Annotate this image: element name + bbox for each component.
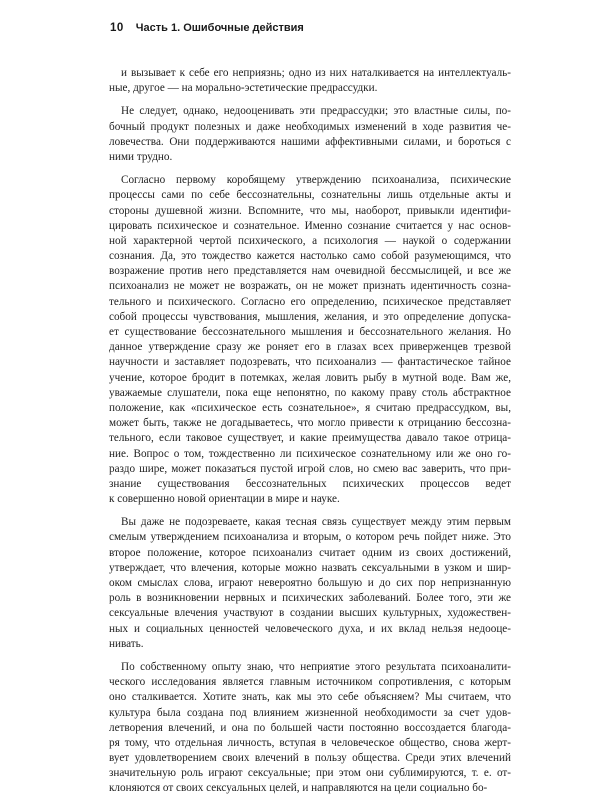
text-line: процессы сами по себе бессознательны, сознательны лишь отдельные акты и [109,189,511,202]
text-line: Не следует, однако, недооценивать эти предрассудки; это властные силы, по- [121,105,511,118]
text-line: значительную роль играют сексуальные; при этом они сублимируются, т. е. от- [109,767,511,780]
text-line: положение, как «психическое есть сознательное», я считаю предрассудком, вы, [109,401,511,414]
page-number: 10 [110,22,124,34]
text-line: возражение против него представляется нам очевидной бессмыслицей, и все же [109,265,511,278]
text-line: знание существования бессознательных психических процессов ведет [109,477,511,490]
text-line: утверждает, что влечения, которые можно назвать сексуальными в узком и шир- [109,561,511,574]
text-line: ря тому, что отдельная личность, вступая в человеческое общество, снова жерт- [109,736,511,749]
text-line: собой процессы чувствования, мышления, желания, и это определение допуска- [109,310,511,323]
text-line: сознания. Да, это тождество кажется настолько само собой разумеющимся, что [109,250,511,263]
text-line: ных и социальных ценностей человеческого духа, и их вклад нельзя недооце- [109,622,511,635]
text-line: оком смыслах слова, играют невероятно большую и до сих пор непризнанную [109,577,511,589]
paragraph [109,660,511,797]
text-line: оно сталкивается. Хотите знать, как мы это себе объясняем? Мы считаем, что [109,691,511,704]
text-line: Согласно первому коробящему утверждению психоанализа, психические [121,174,511,187]
running-header [110,22,510,40]
text-line: сексуальные влечения участвуют в создании высших культурных, художествен- [109,607,511,620]
text-line: ними трудно. [109,150,173,163]
text-line: смелым утверждением психоанализа и вторым, о котором речь пойдет ниже. Это [109,531,511,544]
paragraph [109,173,511,507]
text-line: к совершенно новой ориентации в мире и науке. [109,493,340,506]
body-text [109,66,511,797]
text-line: данное утверждение сразу же роняет его в глазах всех приверженцев трезвой [109,341,511,354]
text-line: психоанализ не может не возражать, он не может признать идентичность созна- [109,280,511,293]
text-line: культура была создана под влиянием жизненной необходимости за счет удов- [109,706,511,719]
text-line: нивать. [109,637,144,650]
text-line: клоняются от своих сексуальных целей, и направляются на цели социально бо- [109,782,488,795]
text-line: вует удовлетворением своих влечений в пользу общества. Среди этих влечений [109,752,511,765]
text-line: летворения влечений, и она по большей части постоянно воссоздается благода- [109,721,511,734]
text-line: тельного и психического. Согласно его определению, психическое представляет [109,295,511,308]
paragraph [109,104,511,165]
text-line: По собственному опыту знаю, что неприятие этого результата психоаналити- [121,660,511,673]
text-line: роль в возникновении нервных и психических заболеваний. Более того, эти же [109,592,511,605]
text-line: второе положение, которое психоанализ считает одним из своих достижений, [109,546,511,559]
text-line: цировать психическое и сознательное. Именно сознание считается у нас основ- [109,219,511,232]
text-line: ловечества. Они поддерживаются нашими аффективными силами, и бороться с [109,135,511,148]
text-line: бочный продукт полезных и даже необходимых изменений в ходе развития че- [109,120,511,133]
text-line: раздо шире, может показаться пустой игрой слов, но смею вас заверить, что при- [109,462,511,475]
paragraph [109,515,511,652]
text-line: ческого исследования является главным источником сопротивления, с которым [109,676,511,689]
text-line: уважаемые слушатели, пока еще непонятно, по какому праву столь абстрактное [109,386,511,399]
text-line: может быть, также не догадываетесь, что могло привести к отрицанию бессозна- [109,417,511,430]
text-line: ет существование бессознательного мышления и бессознательного желания. Но [109,326,511,338]
text-line: тельного, если таковое существует, и какие преимущества давало такое отрица- [109,432,511,445]
text-line: ные, другое — на морально-эстетические предрассудки. [109,82,378,95]
text-line: ние. Вопрос о том, тождественно ли психическое сознательному или же оно го- [109,447,511,460]
chapter-title: Часть 1. Ошибочные действия [135,22,304,34]
text-line: и вызывает к себе его неприязнь; одно из них наталкивается на интеллектуаль- [121,67,511,79]
paragraph [109,66,511,96]
text-line: научности и заставляет подозревать, что психоанализ — фантастическое тайное [109,356,511,369]
text-line: стороны душевной жизни. Вспомните, что мы, наоборот, привыкли идентифи- [109,204,511,217]
text-line: Вы даже не подозреваете, какая тесная связь существует между этим первым [121,516,511,529]
text-line: учение, которое бродит в потемках, желая ловить рыбу в мутной воде. Вам же, [109,371,511,384]
text-line: ной характерной чертой психического, а психология — наукой о содержании [109,234,511,247]
